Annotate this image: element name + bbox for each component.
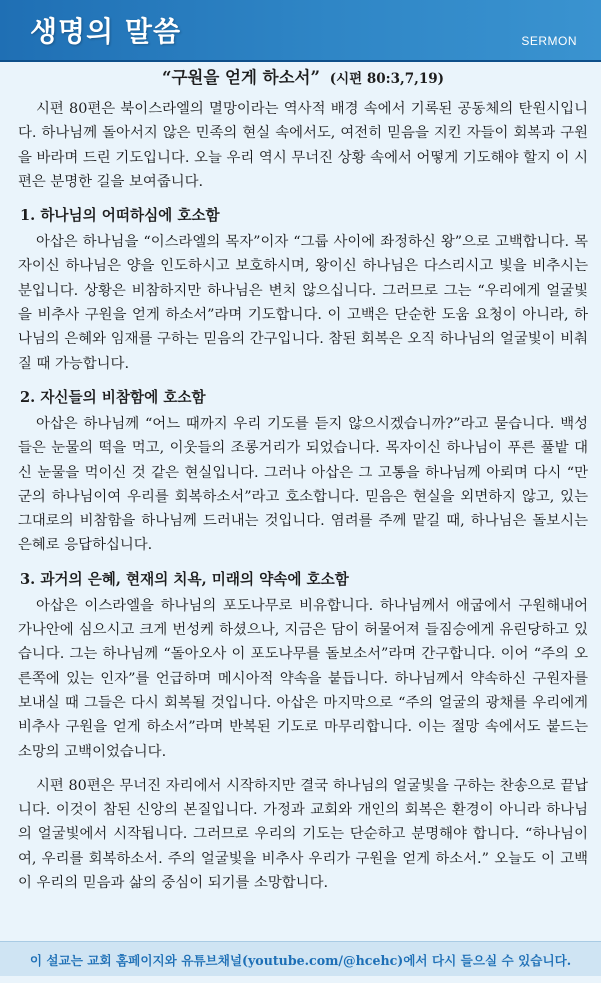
footer-bar	[0, 941, 601, 976]
paragraph-gap	[18, 764, 588, 774]
section-heading-2: 2. 자신들의 비참함에 호소함	[20, 388, 206, 406]
header-title: 생명의 말씀	[30, 15, 181, 48]
section-body-2: 아삽은 하나님께 “어느 때까지 우리 기도를 듣지 않으시겠습니까?”라고 묻습니다. 백성들은 눈물의 떡을 먹고, 이웃들의 조롱거리가 되었습니다. 목자이신 하나님이 푸른 풀밭 대신 눈물을 먹이신 것 같은 현실입니다. 그러나 아삽은 그 고통을 하나님께 아뢰며 다시 “만군의 하나님이여 우리를 회복하소서”라고 호소합니다. 믿음은 현실을 외면하지 않고, 있는 그대로의 비참함을 하나님께 드러내는 것입니다. 염려를 주께 맡길 때, 하나님은 돌보시는 은혜로 응답하십니다.	[18, 415, 588, 554]
footer-notice: 이 설교는 교회 홈페이지와 유튜브채널(youtube.com/@hcehc)에서 다시 들으실 수 있습니다.	[29, 953, 572, 968]
header-banner	[0, 0, 601, 62]
section-heading-3: 3. 과거의 은혜, 현재의 치욕, 미래의 약속에 호소함	[20, 570, 349, 588]
scripture-reference: (시편 80:3,7,19)	[329, 71, 445, 87]
conclusion-paragraph: 시편 80편은 무너진 자리에서 시작하지만 결국 하나님의 얼굴빛을 구하는 찬송으로 끝납니다. 이것이 참된 신앙의 본질입니다. 가정과 교회와 개인의 회복은 환경이 아니라 하나님의 얼굴빛에서 시작됩니다. 그러므로 우리의 기도는 단순하고 분명해야 합니다. “하나님이여, 우리를 회복하소서. 주의 얼굴빛을 비추사 우리가 구원을 얻게 하소서.” 오늘도 이 고백이 우리의 믿음과 삶의 중심이 되기를 소망합니다.	[18, 777, 588, 892]
sermon-content	[18, 66, 588, 895]
section-heading-1: 1. 하나님의 어떠하심에 호소함	[20, 207, 220, 225]
sermon-title	[18, 66, 588, 91]
intro-paragraph: 시편 80편은 북이스라엘의 멸망이라는 역사적 배경 속에서 기록된 공동체의 탄원시입니다. 하나님께 돌아서지 않은 민족의 현실 속에서도, 여전히 믿음을 지킨 자들이 회복과 구원을 바라며 드린 기도입니다. 오늘 우리 역시 무너진 상황 속에서 어떻게 기도해야 할지 이 시편은 분명한 길을 보여줍니다.	[18, 101, 588, 190]
sermon-title-text: “구원을 얻게 하소서”	[161, 68, 320, 87]
sermon-tag: SERMON	[521, 34, 577, 48]
section-body-3: 아삽은 이스라엘을 하나님의 포도나무로 비유합니다. 하나님께서 애굽에서 구원해내어 가나안에 심으시고 크게 번성케 하셨으나, 지금은 담이 허물어져 들짐승에게 유린당하고 있습니다. 그는 하나님께 “돌아오사 이 포도나무를 돌보소서”라며 간구합니다. 이어 “주의 오른쪽에 있는 인자”를 언급하며 메시아적 약속을 붙듭니다. 하나님께서 약속하신 구원자를 보내실 때 그들은 다시 회복될 것입니다. 아삽은 마지막으로 “주의 얼굴의 광채를 우리에게 비추사 구원을 얻게 하소서”라며 반복된 기도로 마무리합니다. 이는 절망 속에서도 붙드는 소망의 고백이었습니다.	[18, 597, 588, 760]
section-body-1: 아삽은 하나님을 “이스라엘의 목자”이자 “그룹 사이에 좌정하신 왕”으로 고백합니다. 목자이신 하나님은 양을 인도하시고 보호하시며, 왕이신 하나님은 다스리시고 빛을 비추시는 분입니다. 상황은 비참하지만 하나님은 변치 않으십니다. 그러므로 그는 “우리에게 얼굴빛을 비추사 구원을 얻게 하소서”라며 기도합니다. 이 고백은 단순한 도움 요청이 아니라, 하나님의 은혜와 임재를 구하는 믿음의 간구입니다. 참된 회복은 오직 하나님의 얼굴빛이 비춰질 때 가능합니다.	[18, 234, 588, 372]
